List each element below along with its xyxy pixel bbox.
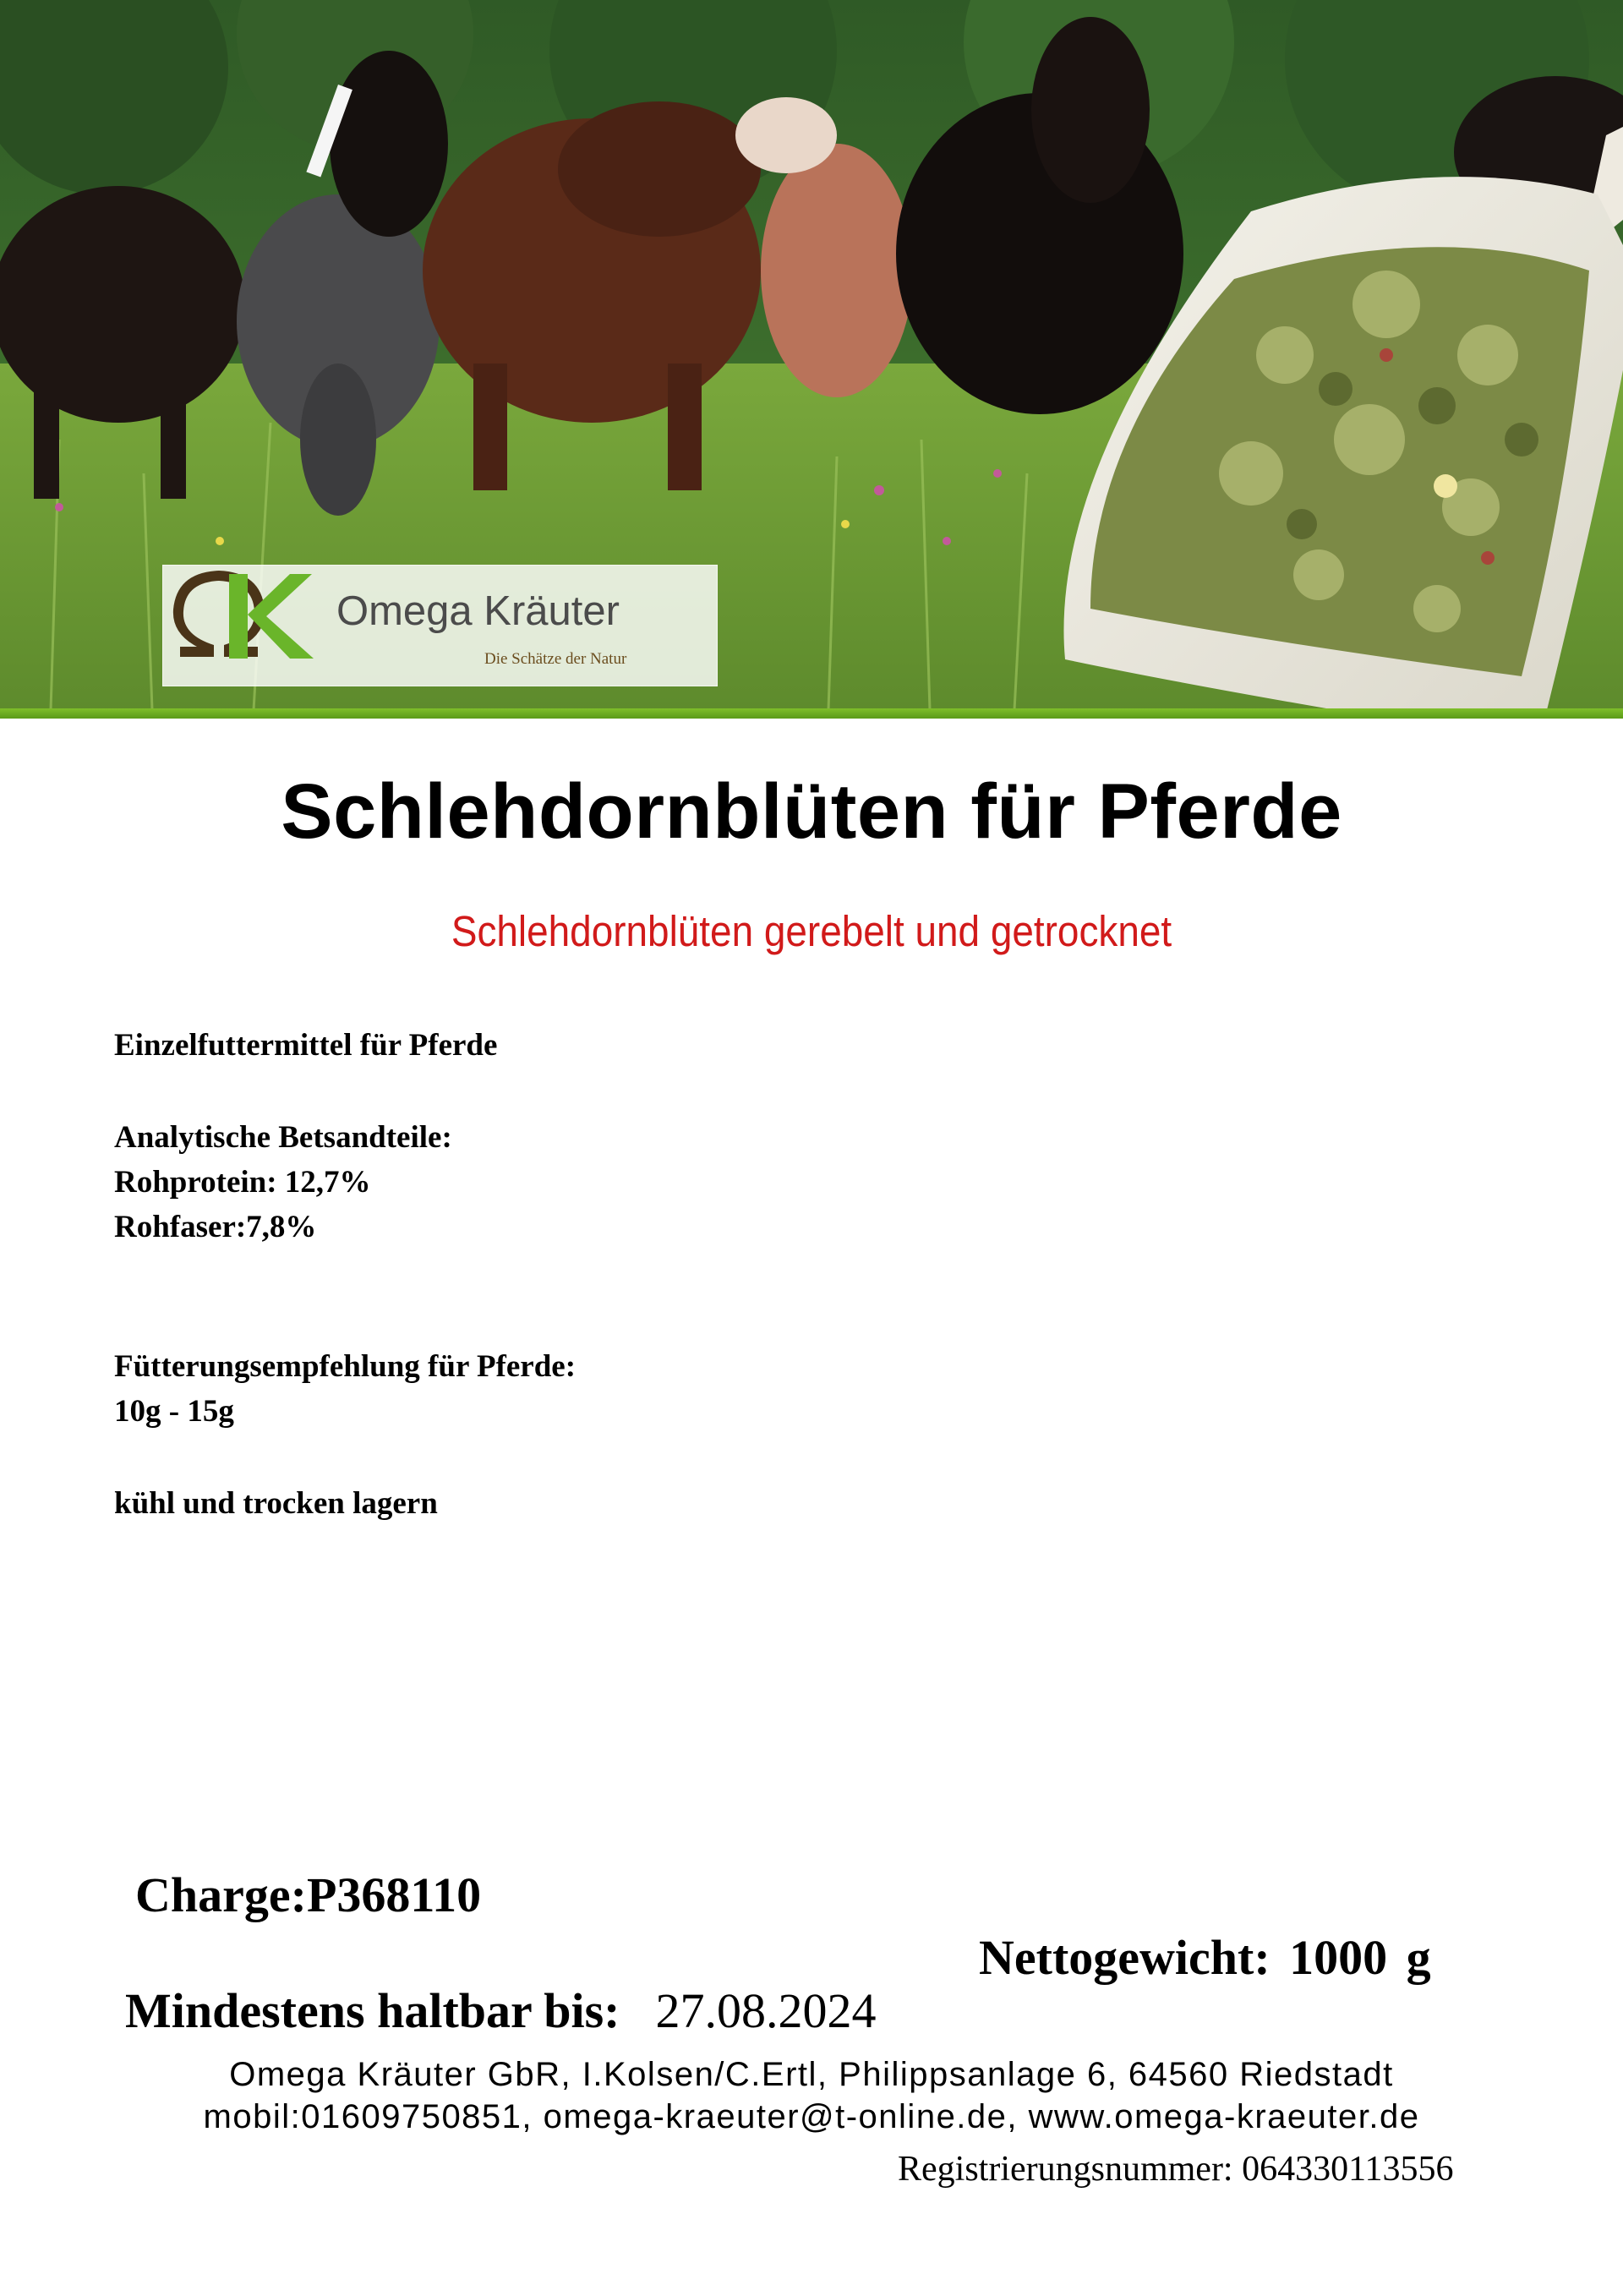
product-title: Schlehdornblüten für Pferde [281, 768, 1342, 855]
feeding-heading: Fütterungsempfehlung für Pferde: [114, 1349, 577, 1384]
company-address: Omega Kräuter GbR, I.Kolsen/C.Ertl, Philippsanlage 6, 64560 Riedstadt [229, 2056, 1394, 2093]
net-weight: Nettogewicht: 1000 g [979, 1930, 1431, 1985]
registration-number: Registrierungsnummer: 064330113556 [898, 2150, 1454, 2189]
feed-type: Einzelfuttermittel für Pferde [114, 1028, 498, 1063]
company-contact: mobil:01609750851, omega-kraeuter@t-online.de, www.omega-kraeuter.de [203, 2098, 1420, 2135]
charge-number: Charge:P368110 [135, 1867, 482, 1922]
product-subtitle: Schlehdornblüten gerebelt und getrocknet [451, 907, 1172, 955]
omega-k-logo-icon [163, 566, 315, 665]
feeding-amount: 10g - 15g [114, 1394, 234, 1429]
crude-protein: Rohprotein: 12,7% [114, 1165, 371, 1200]
best-before-date: 27.08.2024 [655, 1983, 877, 2038]
brand-logo [162, 565, 718, 686]
brand-tagline: Die Schätze der Natur [484, 650, 627, 668]
brand-name: Omega Kräuter [336, 588, 620, 634]
crude-fiber: Rohfaser:7,8% [114, 1210, 317, 1244]
header-banner [0, 0, 1623, 719]
analysis-heading: Analytische Betsandteile: [114, 1120, 452, 1155]
storage-note: kühl und trocken lagern [114, 1486, 438, 1521]
best-before-label: Mindestens haltbar bis: [125, 1983, 620, 2038]
best-before [125, 1982, 876, 2039]
